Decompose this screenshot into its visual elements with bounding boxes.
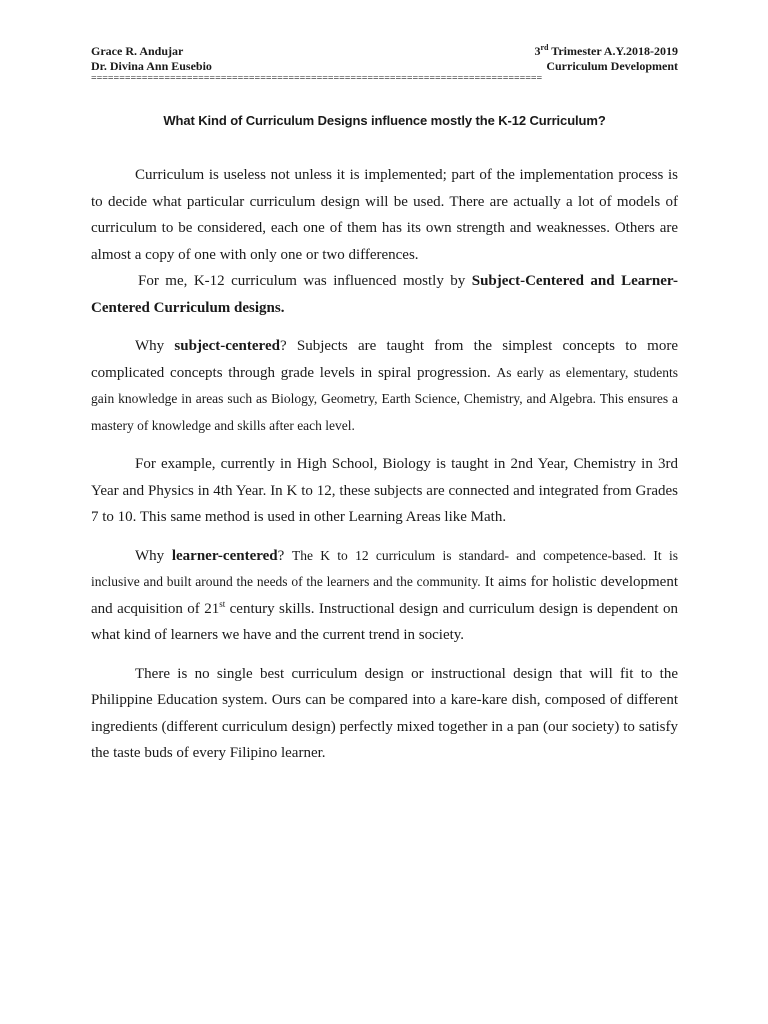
paragraph-5-bold: learner-centered <box>171 547 278 564</box>
paragraph-5-text-2: It aims for holistic development and acquisition of 21 <box>91 574 679 617</box>
document-title: What Kind of Curriculum Designs influence mostly the K-12 Curriculum? <box>163 113 606 128</box>
course-name: Curriculum Development <box>546 59 678 73</box>
professor-name: Dr. Divina Ann Eusebio <box>91 59 212 73</box>
header-row-1 <box>91 44 678 59</box>
paragraph-2-text: For me, K-12 curriculum was influenced mostly by <box>138 273 472 289</box>
trimester-label <box>534 44 678 59</box>
trimester-number: 3 <box>534 44 541 58</box>
author-name: Grace R. Andujar <box>91 44 184 58</box>
header-divider: ================================================================================ <box>91 74 543 84</box>
paragraph-5 <box>91 543 678 649</box>
paragraph-5-text-1: ? <box>277 547 292 564</box>
paragraph-3-lead: Why <box>135 338 175 354</box>
paragraph-5-superscript: st <box>219 598 226 609</box>
paragraph-3 <box>91 333 678 439</box>
paragraph-3-small: As early as elementary, students gain knowledge in areas such as Biology, Geometry, Earth Science, Chemistry, and Algebra. This ensures a mastery of knowledge and skills after each level. <box>91 364 678 433</box>
document-header <box>91 44 678 84</box>
paragraph-2 <box>91 268 678 321</box>
trimester-text: Trimester A.Y.2018-2019 <box>548 44 678 58</box>
paragraph-5-lead: Why <box>135 547 172 564</box>
paragraph-2-bold: Subject-Centered and Learner-Centered Curriculum designs. <box>91 273 678 316</box>
paragraph-1: Curriculum is useless not unless it is implemented; part of the implementation process is to decide what particular curriculum design will be used. There are actually a lot of models of curriculum to be considered, each one of them has its own strength and weaknesses. Others are almost a copy of one with only one or two differences. <box>91 167 678 263</box>
paragraph-6: There is no single best curriculum design or instructional design that will fit to the Philippine Education system. Ours can be compared into a kare-kare dish, composed of different ingredients (different curriculum design) perfectly mixed together in a pan (our society) to satisfy the taste buds of every Filipino learner. <box>91 665 678 761</box>
document-page <box>91 44 678 767</box>
paragraph-3-bold: subject-centered <box>174 338 280 354</box>
paragraph-4: For example, currently in High School, Biology is taught in 2nd Year, Chemistry in 3rd Year and Physics in 4th Year. In K to 12, these subjects are connected and integrated from Grades 7 to 10. This same method is used in other Learning Areas like Math. <box>91 456 678 525</box>
paragraph-3-text: ? Subjects are taught from the simplest concepts to more complicated concepts through grade levels in spiral progression. <box>91 338 678 381</box>
header-row-2 <box>91 59 678 74</box>
trimester-ordinal: rd <box>540 43 549 52</box>
paragraph-5-text-3: century skills. Instructional design and curriculum design is dependent on what kind of learners we have and the current trend in society. <box>91 600 678 643</box>
paragraph-5-small: The K to 12 curriculum is standard- and competence-based. It is inclusive and built around the needs of the learners and the community. <box>91 547 678 589</box>
